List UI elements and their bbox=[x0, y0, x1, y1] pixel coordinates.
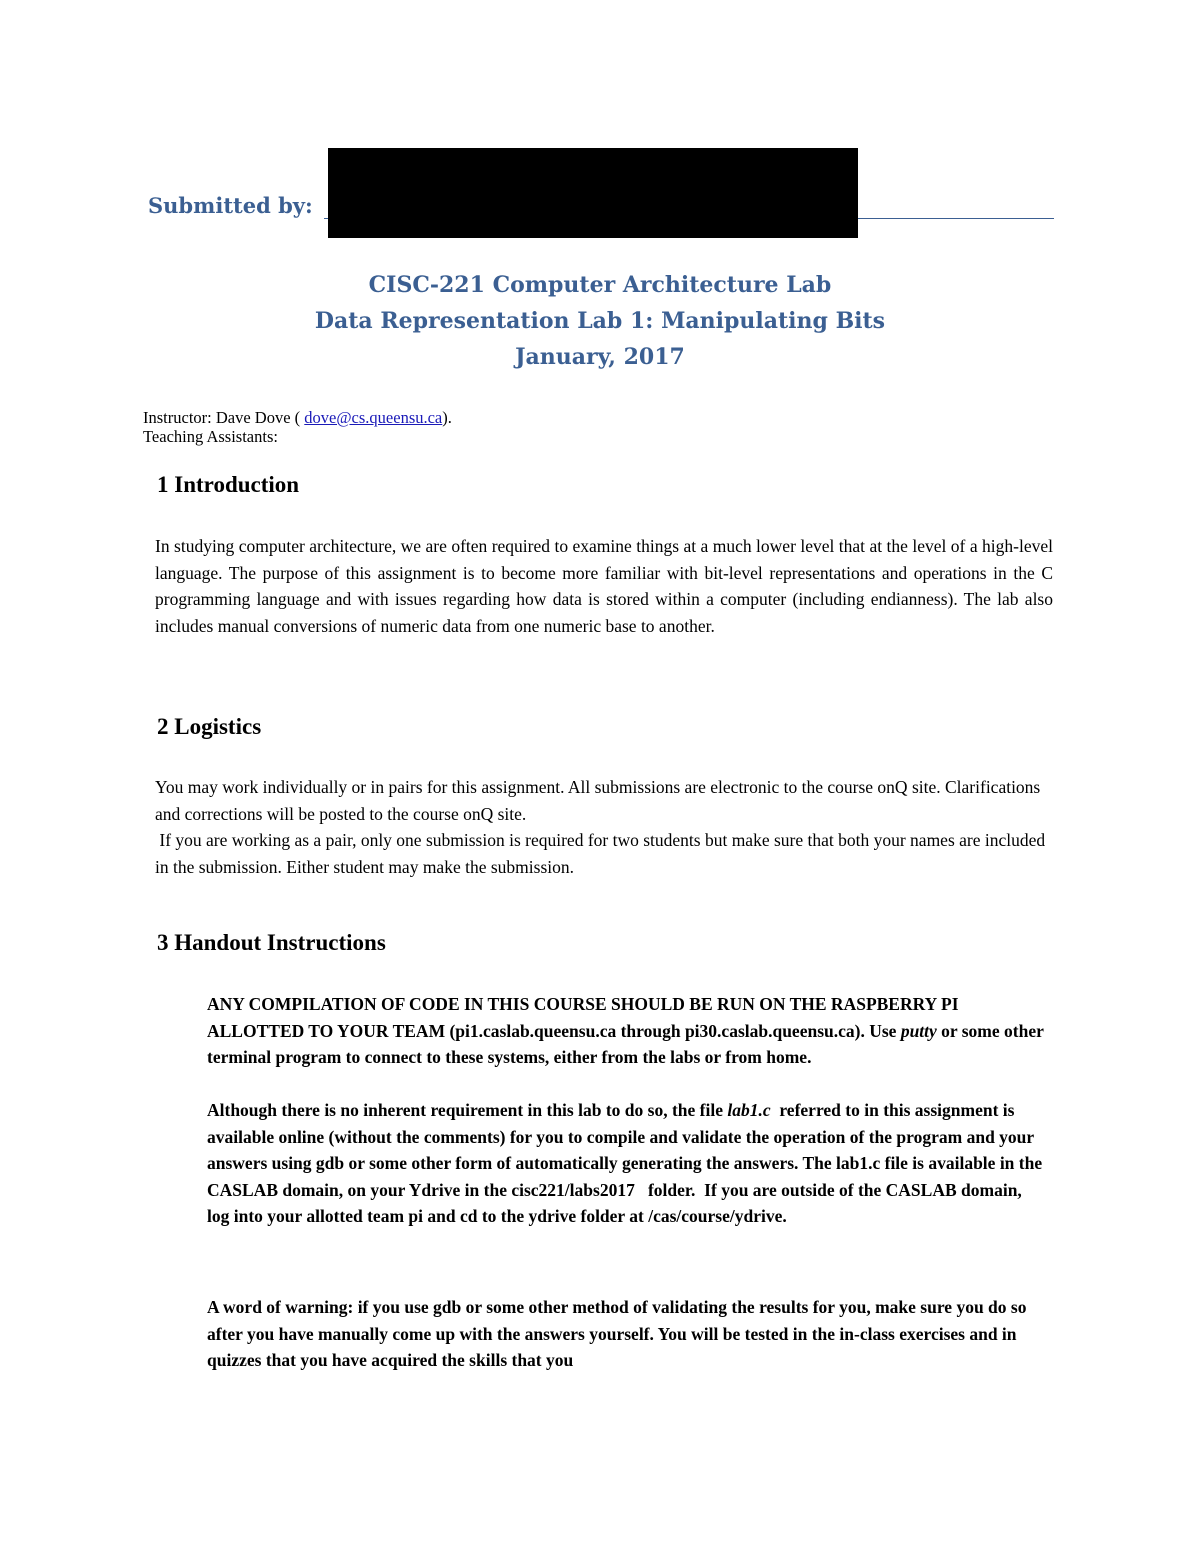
redaction-box bbox=[328, 148, 858, 238]
handout-p1-start: ANY COMPILATION OF CODE IN THIS COURSE SHOULD BE RUN ON THE RASPBERRY PI ALLOTTED TO YOUR TEAM (pi1.caslab.queensu.ca through pi30.caslab.queensu.ca). Use bbox=[207, 994, 959, 1041]
introduction-paragraph: In studying computer architecture, we are often required to examine things at a much lower level that at the level of a high-level language. The purpose of this assignment is to become more familiar with bit-level representations and operations in the C programming language and with issues regarding how data is stored within a computer (including endianness). The lab also includes manual conversions of numeric data from one numeric base to another. bbox=[155, 536, 1053, 636]
logistics-paragraph-1: You may work individually or in pairs for this assignment. All submissions are electronic to the course onQ site. Clarifications and corrections will be posted to the course onQ site. bbox=[155, 777, 1041, 824]
staff-info bbox=[143, 408, 452, 446]
course-title: CISC-221 Computer Architecture Lab bbox=[368, 272, 832, 298]
handout-paragraph-3: A word of warning: if you use gdb or some other method of validating the results for you, make sure you do so after you have manually come up with the answers yourself. You will be tested in the in-class exercises and in quizzes that you have acquired the skills that you bbox=[207, 1297, 1027, 1370]
instructor-email-link[interactable]: dove@cs.queensu.ca bbox=[304, 408, 443, 427]
submitted-by-label: Submitted by: bbox=[148, 193, 313, 218]
heading-introduction: 1 Introduction bbox=[157, 472, 300, 497]
lab1-file-name: lab1.c bbox=[727, 1100, 771, 1120]
handout-p2-start: Although there is no inherent requirement in this lab to do so, the file bbox=[207, 1100, 728, 1120]
handout-p1-end: or some other terminal program to connect to these systems, either from the labs or from home. bbox=[207, 1020, 1044, 1067]
instructor-line bbox=[143, 408, 452, 427]
putty-term: putty bbox=[900, 1020, 937, 1041]
handout-paragraph-2 bbox=[207, 1097, 1047, 1230]
handout-p2-end: referred to in this assignment is available online (without the comments) for you to compile and validate the operation of the program and your answers using gdb or some other form of automatically generating the answers. The lab1.c file is available in the CASLAB domain, on your Ydrive in the cisc221/labs2017 folder. If you are outside of the CASLAB domain, log into your allotted team pi and cd to the ydrive folder at /cas/course/ydrive. bbox=[207, 1100, 1047, 1226]
teaching-assistants-line: Teaching Assistants: bbox=[143, 427, 278, 446]
title-block bbox=[0, 267, 1200, 375]
heading-handout-instructions: 3 Handout Instructions bbox=[157, 930, 386, 955]
heading-logistics: 2 Logistics bbox=[157, 714, 262, 739]
lab-date: January, 2017 bbox=[515, 344, 685, 370]
logistics-paragraph-2: If you are working as a pair, only one submission is required for two students but make sure that both your names are included in the submission. Either student may make the submission. bbox=[155, 830, 1050, 877]
instructor-suffix: ). bbox=[442, 408, 452, 427]
instructor-prefix: Instructor: Dave Dove ( bbox=[143, 408, 305, 427]
lab-title: Data Representation Lab 1: Manipulating Bits bbox=[314, 308, 886, 334]
handout-paragraph-1 bbox=[207, 991, 1047, 1071]
